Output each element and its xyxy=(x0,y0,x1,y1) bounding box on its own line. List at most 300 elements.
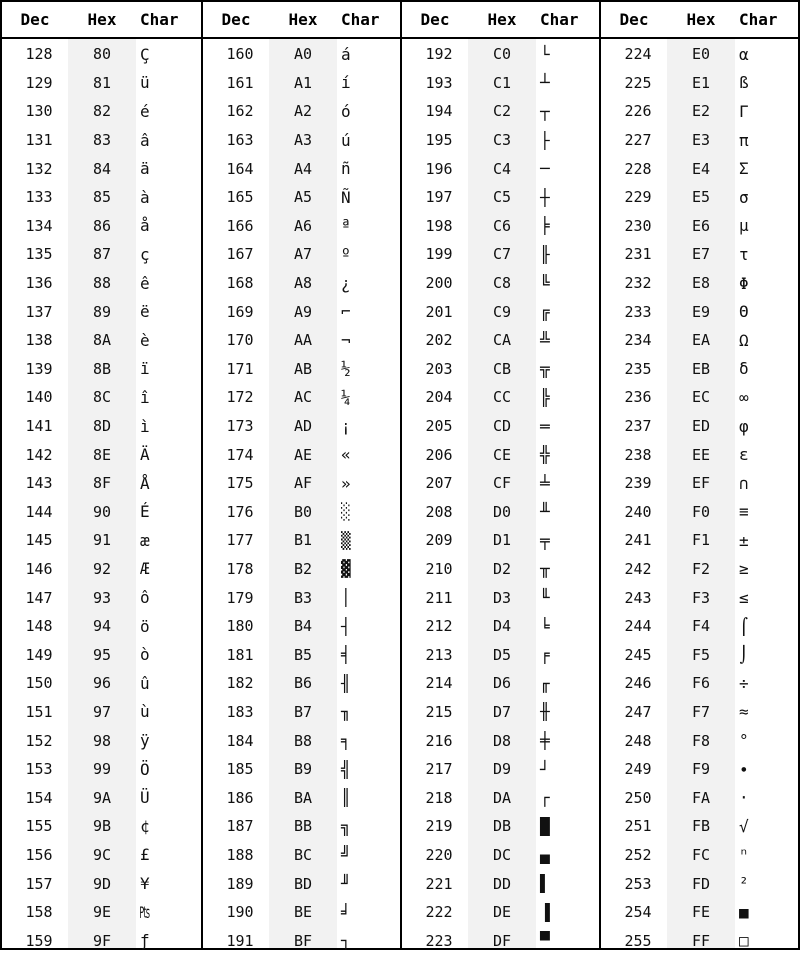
char-glyph: ô xyxy=(140,588,150,608)
dec-value: 146 xyxy=(25,559,53,578)
table-row xyxy=(601,383,798,412)
hex-value: 8A xyxy=(92,331,112,350)
hex-value: EA xyxy=(691,331,711,350)
dec-value: 223 xyxy=(425,931,453,950)
table-row xyxy=(402,212,599,241)
hex-value: D5 xyxy=(492,645,512,664)
column-header-row xyxy=(402,2,599,39)
char-glyph: î xyxy=(140,387,150,407)
dec-value: 192 xyxy=(425,45,453,64)
table-row xyxy=(2,926,201,955)
table-row xyxy=(601,183,798,212)
table-row xyxy=(601,469,798,498)
hex-value: C3 xyxy=(492,131,512,150)
char-glyph: ┬ xyxy=(540,101,550,121)
dec-value: 208 xyxy=(425,502,453,521)
hex-value: F4 xyxy=(691,617,711,636)
hex-value: D4 xyxy=(492,617,512,636)
hex-value: CA xyxy=(492,331,512,350)
dec-value: 140 xyxy=(25,388,53,407)
hex-value: C7 xyxy=(492,245,512,264)
table-row xyxy=(203,755,400,784)
char-glyph: ▀ xyxy=(540,931,550,951)
table-row xyxy=(402,926,599,955)
table-row xyxy=(203,783,400,812)
dec-value: 221 xyxy=(425,874,453,893)
dec-value: 168 xyxy=(226,274,254,293)
dec-value: 176 xyxy=(226,502,254,521)
hex-value: AC xyxy=(293,388,313,407)
char-glyph: ÿ xyxy=(140,731,150,751)
table-row xyxy=(601,355,798,384)
table-row xyxy=(203,926,400,955)
char-glyph: ≡ xyxy=(739,502,749,522)
dec-value: 156 xyxy=(25,845,53,864)
char-glyph: ° xyxy=(739,731,749,751)
table-row xyxy=(203,698,400,727)
char-glyph: º xyxy=(341,244,351,264)
char-glyph: ≤ xyxy=(739,588,749,608)
hex-value: D8 xyxy=(492,731,512,750)
dec-value: 231 xyxy=(624,245,652,264)
table-row xyxy=(601,97,798,126)
table-row xyxy=(402,469,599,498)
table-row xyxy=(601,498,798,527)
hex-value: B4 xyxy=(293,617,313,636)
dec-value: 152 xyxy=(25,731,53,750)
char-glyph: ╗ xyxy=(341,816,351,836)
hex-value: D9 xyxy=(492,760,512,779)
dec-value: 150 xyxy=(25,674,53,693)
table-row xyxy=(402,498,599,527)
table-row xyxy=(402,383,599,412)
hex-value: B8 xyxy=(293,731,313,750)
char-glyph: ù xyxy=(140,702,150,722)
char-glyph: ª xyxy=(341,216,351,236)
hex-value: BB xyxy=(293,817,313,836)
column-header-row xyxy=(2,2,201,39)
hex-value: 9E xyxy=(92,903,112,922)
table-rows xyxy=(402,40,599,955)
hex-value: A2 xyxy=(293,102,313,121)
char-glyph: ï xyxy=(140,359,150,379)
table-row xyxy=(2,355,201,384)
hex-value: EB xyxy=(691,359,711,378)
char-glyph: » xyxy=(341,473,351,493)
dec-value: 224 xyxy=(624,45,652,64)
hex-value: D3 xyxy=(492,588,512,607)
dec-value: 254 xyxy=(624,903,652,922)
dec-value: 162 xyxy=(226,102,254,121)
dec-value: 251 xyxy=(624,817,652,836)
hex-value: FC xyxy=(691,845,711,864)
table-row xyxy=(402,669,599,698)
dec-value: 180 xyxy=(226,617,254,636)
char-glyph: ⌡ xyxy=(739,645,749,665)
char-glyph: ó xyxy=(341,101,351,121)
dec-column-header: Dec xyxy=(619,10,649,29)
table-row xyxy=(402,726,599,755)
table-row xyxy=(402,526,599,555)
char-glyph: µ xyxy=(739,216,749,236)
hex-value: A4 xyxy=(293,159,313,178)
dec-value: 189 xyxy=(226,874,254,893)
char-glyph: ╬ xyxy=(540,445,550,465)
dec-value: 216 xyxy=(425,731,453,750)
hex-value: B6 xyxy=(293,674,313,693)
char-glyph: Γ xyxy=(739,101,749,121)
hex-value: 9C xyxy=(92,845,112,864)
table-row xyxy=(2,40,201,69)
hex-column-header: Hex xyxy=(686,10,716,29)
table-row xyxy=(601,898,798,927)
hex-value: A6 xyxy=(293,216,313,235)
char-glyph: ╢ xyxy=(341,673,351,693)
dec-value: 191 xyxy=(226,931,254,950)
table-panel-2 xyxy=(201,2,400,951)
table-row xyxy=(203,812,400,841)
hex-value: A0 xyxy=(293,45,313,64)
hex-value: EE xyxy=(691,445,711,464)
dec-value: 188 xyxy=(226,845,254,864)
hex-value: 8B xyxy=(92,359,112,378)
hex-value: FA xyxy=(691,788,711,807)
dec-value: 172 xyxy=(226,388,254,407)
char-glyph: ╡ xyxy=(341,645,351,665)
hex-value: E1 xyxy=(691,73,711,92)
table-row xyxy=(203,154,400,183)
char-glyph: ò xyxy=(140,645,150,665)
hex-value: C2 xyxy=(492,102,512,121)
table-row xyxy=(203,240,400,269)
char-glyph: æ xyxy=(140,530,150,550)
char-glyph: ╖ xyxy=(341,702,351,722)
table-row xyxy=(203,555,400,584)
char-glyph: ± xyxy=(739,530,749,550)
table-row xyxy=(203,669,400,698)
dec-value: 233 xyxy=(624,302,652,321)
table-row xyxy=(601,269,798,298)
table-row xyxy=(2,755,201,784)
char-glyph: ¡ xyxy=(341,416,351,436)
hex-value: D0 xyxy=(492,502,512,521)
dec-value: 219 xyxy=(425,817,453,836)
dec-value: 153 xyxy=(25,760,53,779)
char-glyph: è xyxy=(140,330,150,350)
hex-value: 93 xyxy=(92,588,112,607)
table-row xyxy=(601,755,798,784)
dec-value: 135 xyxy=(25,245,53,264)
table-row xyxy=(203,97,400,126)
hex-value: E6 xyxy=(691,216,711,235)
dec-value: 138 xyxy=(25,331,53,350)
hex-value: E5 xyxy=(691,188,711,207)
table-row xyxy=(203,69,400,98)
table-row xyxy=(2,97,201,126)
hex-value: 86 xyxy=(92,216,112,235)
table-row xyxy=(402,326,599,355)
table-row xyxy=(2,183,201,212)
dec-value: 136 xyxy=(25,274,53,293)
dec-value: 220 xyxy=(425,845,453,864)
table-row xyxy=(601,640,798,669)
hex-value: 8F xyxy=(92,474,112,493)
char-glyph: ß xyxy=(739,73,749,93)
table-row xyxy=(601,126,798,155)
dec-value: 130 xyxy=(25,102,53,121)
dec-value: 194 xyxy=(425,102,453,121)
hex-value: 98 xyxy=(92,731,112,750)
dec-value: 169 xyxy=(226,302,254,321)
hex-value: DA xyxy=(492,788,512,807)
char-glyph: ╦ xyxy=(540,359,550,379)
table-row xyxy=(2,726,201,755)
char-glyph: ² xyxy=(739,874,749,894)
hex-value: A9 xyxy=(293,302,313,321)
hex-value: AF xyxy=(293,474,313,493)
char-glyph: ╜ xyxy=(341,874,351,894)
char-glyph: á xyxy=(341,44,351,64)
table-row xyxy=(203,440,400,469)
char-glyph: Ä xyxy=(140,445,150,465)
dec-value: 200 xyxy=(425,274,453,293)
dec-value: 211 xyxy=(425,588,453,607)
char-glyph: ∩ xyxy=(739,473,749,493)
table-row xyxy=(402,40,599,69)
char-column-header: Char xyxy=(739,10,778,29)
hex-value: D2 xyxy=(492,559,512,578)
char-glyph: ▐ xyxy=(540,902,550,922)
hex-value: E9 xyxy=(691,302,711,321)
hex-value: 99 xyxy=(92,760,112,779)
hex-value: F1 xyxy=(691,531,711,550)
dec-value: 144 xyxy=(25,502,53,521)
char-glyph: ┼ xyxy=(540,187,550,207)
table-row xyxy=(203,498,400,527)
hex-value: A5 xyxy=(293,188,313,207)
table-row xyxy=(2,469,201,498)
hex-value: C6 xyxy=(492,216,512,235)
hex-value: 84 xyxy=(92,159,112,178)
dec-value: 252 xyxy=(624,845,652,864)
char-glyph: ⌐ xyxy=(341,302,351,322)
hex-value: D7 xyxy=(492,702,512,721)
hex-value: 85 xyxy=(92,188,112,207)
hex-value: 8C xyxy=(92,388,112,407)
char-glyph: « xyxy=(341,445,351,465)
char-glyph: σ xyxy=(739,187,749,207)
hex-value: 89 xyxy=(92,302,112,321)
hex-value: B7 xyxy=(293,702,313,721)
dec-value: 203 xyxy=(425,359,453,378)
char-glyph: ⁿ xyxy=(739,845,749,865)
table-row xyxy=(601,583,798,612)
char-glyph: Æ xyxy=(140,559,150,579)
hex-value: 9F xyxy=(92,931,112,950)
table-row xyxy=(601,926,798,955)
dec-value: 128 xyxy=(25,45,53,64)
hex-value: A1 xyxy=(293,73,313,92)
dec-value: 239 xyxy=(624,474,652,493)
dec-value: 193 xyxy=(425,73,453,92)
hex-value: BF xyxy=(293,931,313,950)
table-row xyxy=(203,212,400,241)
char-glyph: ¬ xyxy=(341,330,351,350)
hex-value: FB xyxy=(691,817,711,836)
dec-value: 204 xyxy=(425,388,453,407)
hex-value: CB xyxy=(492,359,512,378)
hex-value: B5 xyxy=(293,645,313,664)
dec-value: 238 xyxy=(624,445,652,464)
table-row xyxy=(2,326,201,355)
table-row xyxy=(402,869,599,898)
dec-value: 255 xyxy=(624,931,652,950)
char-glyph: ═ xyxy=(540,416,550,436)
char-glyph: ╒ xyxy=(540,645,550,665)
char-glyph: ░ xyxy=(341,502,351,522)
hex-value: E2 xyxy=(691,102,711,121)
dec-value: 247 xyxy=(624,702,652,721)
hex-value: B1 xyxy=(293,531,313,550)
char-glyph: Å xyxy=(140,473,150,493)
hex-value: 8D xyxy=(92,417,112,436)
char-glyph: α xyxy=(739,44,749,64)
char-glyph: ½ xyxy=(341,359,351,379)
char-glyph: ╪ xyxy=(540,731,550,751)
hex-value: C0 xyxy=(492,45,512,64)
char-glyph: ∞ xyxy=(739,387,749,407)
dec-value: 163 xyxy=(226,131,254,150)
dec-value: 230 xyxy=(624,216,652,235)
dec-value: 185 xyxy=(226,760,254,779)
hex-value: BE xyxy=(293,903,313,922)
hex-value: AB xyxy=(293,359,313,378)
dec-value: 147 xyxy=(25,588,53,607)
hex-value: 82 xyxy=(92,102,112,121)
table-row xyxy=(601,154,798,183)
hex-value: BC xyxy=(293,845,313,864)
hex-value: DE xyxy=(492,903,512,922)
hex-value: E3 xyxy=(691,131,711,150)
hex-value: D1 xyxy=(492,531,512,550)
char-glyph: ┤ xyxy=(341,616,351,636)
char-glyph: ƒ xyxy=(140,931,150,951)
hex-value: F8 xyxy=(691,731,711,750)
dec-value: 177 xyxy=(226,531,254,550)
dec-value: 209 xyxy=(425,531,453,550)
dec-value: 139 xyxy=(25,359,53,378)
table-row xyxy=(402,698,599,727)
char-glyph: ─ xyxy=(540,159,550,179)
table-row xyxy=(2,212,201,241)
dec-column-header: Dec xyxy=(20,10,50,29)
char-glyph: û xyxy=(140,673,150,693)
dec-value: 161 xyxy=(226,73,254,92)
table-row xyxy=(2,526,201,555)
dec-value: 190 xyxy=(226,903,254,922)
hex-value: E8 xyxy=(691,274,711,293)
table-row xyxy=(402,183,599,212)
hex-value: 94 xyxy=(92,617,112,636)
table-row xyxy=(402,583,599,612)
table-rows xyxy=(203,40,400,955)
hex-value: 91 xyxy=(92,531,112,550)
table-row xyxy=(2,297,201,326)
hex-value: 83 xyxy=(92,131,112,150)
dec-value: 145 xyxy=(25,531,53,550)
hex-value: FF xyxy=(691,931,711,950)
dec-value: 244 xyxy=(624,617,652,636)
table-row xyxy=(601,40,798,69)
char-glyph: τ xyxy=(739,244,749,264)
table-row xyxy=(601,326,798,355)
char-glyph: â xyxy=(140,130,150,150)
table-row xyxy=(203,898,400,927)
hex-value: 9D xyxy=(92,874,112,893)
char-glyph: ì xyxy=(140,416,150,436)
char-glyph: Σ xyxy=(739,159,749,179)
dec-value: 159 xyxy=(25,931,53,950)
hex-value: DB xyxy=(492,817,512,836)
dec-value: 236 xyxy=(624,388,652,407)
dec-value: 217 xyxy=(425,760,453,779)
dec-value: 249 xyxy=(624,760,652,779)
dec-value: 195 xyxy=(425,131,453,150)
char-glyph: └ xyxy=(540,44,550,64)
hex-value: F5 xyxy=(691,645,711,664)
hex-value: 96 xyxy=(92,674,112,693)
char-glyph: ╛ xyxy=(341,902,351,922)
dec-value: 245 xyxy=(624,645,652,664)
hex-value: C9 xyxy=(492,302,512,321)
table-row xyxy=(601,69,798,98)
table-row xyxy=(203,269,400,298)
dec-value: 131 xyxy=(25,131,53,150)
column-header-row xyxy=(601,2,798,39)
hex-value: 9B xyxy=(92,817,112,836)
table-row xyxy=(2,898,201,927)
table-row xyxy=(402,440,599,469)
char-glyph: ├ xyxy=(540,130,550,150)
dec-value: 181 xyxy=(226,645,254,664)
hex-value: C5 xyxy=(492,188,512,207)
char-glyph: ≈ xyxy=(739,702,749,722)
table-row xyxy=(2,841,201,870)
hex-column-header: Hex xyxy=(487,10,517,29)
hex-value: 8E xyxy=(92,445,112,464)
dec-value: 214 xyxy=(425,674,453,693)
hex-value: 90 xyxy=(92,502,112,521)
table-row xyxy=(402,640,599,669)
hex-value: AE xyxy=(293,445,313,464)
dec-value: 157 xyxy=(25,874,53,893)
char-glyph: Ü xyxy=(140,788,150,808)
dec-value: 184 xyxy=(226,731,254,750)
char-glyph: ú xyxy=(341,130,351,150)
hex-value: DF xyxy=(492,931,512,950)
hex-value: BD xyxy=(293,874,313,893)
dec-value: 173 xyxy=(226,417,254,436)
char-glyph: ╚ xyxy=(540,273,550,293)
char-glyph: Ö xyxy=(140,759,150,779)
char-glyph: ▄ xyxy=(540,845,550,865)
hex-value: BA xyxy=(293,788,313,807)
char-glyph: ╙ xyxy=(540,588,550,608)
table-row xyxy=(2,812,201,841)
hex-value: C1 xyxy=(492,73,512,92)
char-glyph: ▒ xyxy=(341,530,351,550)
table-row xyxy=(203,126,400,155)
